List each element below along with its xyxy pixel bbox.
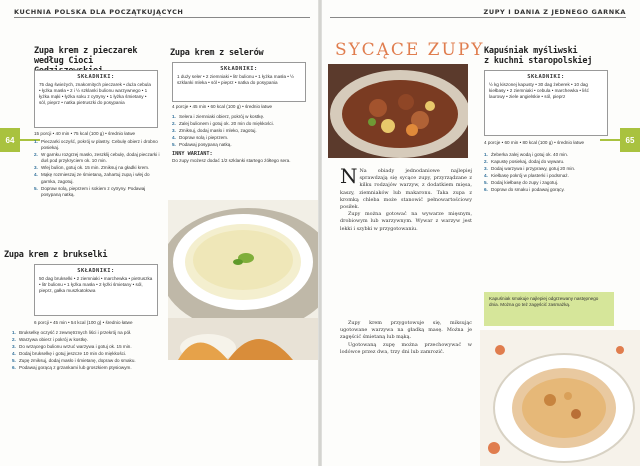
recipe2-step: 2. Warzywa obierz i pokrój w kostkę. (12, 337, 89, 343)
recipe3-variant-label: INNY WARIANT: (172, 151, 213, 158)
recipe3-step: 1. Selera i ziemniaki obierz, pokrój w kostkę. (172, 114, 265, 119)
recipe4-step: 6. Dopraw do smaku i podawaj gorący. (484, 187, 565, 193)
recipe1-steps (34, 139, 160, 199)
recipe3-step: 5. Podawaj posypaną natką. (172, 142, 232, 148)
recipe3-meta: 4 porcje • 45 min • 60 kcal (100 g) • średnio łatwe (172, 104, 273, 109)
recipe2-steps (12, 330, 162, 373)
recipe1-step: 5. Dopraw solą, pieprzem i sokiem z cytryny. Podawaj posypaną natką. (34, 185, 146, 197)
recipe3-variant-text: Do zupy możesz dodać 1/2 szklanki startego żółtego sera. (172, 157, 291, 163)
recipe1-meta: 15 porcji • 40 min • 75 kcal (100 g) • średnio łatwe (34, 131, 136, 136)
recipe1-step: 4. Mąkę rozmieszaj ze śmietaną, zahartuj zupą i wlej do garnka, zagotuj. (34, 172, 150, 184)
recipe1-ingredients-text: 75 dag świeżych, znakomitych pieczarek • duża cebula • łyżka masła • 2 i ½ szklanki bulionu warzywnego • 1 łyżka mąki • łyżka soku z cytryny • 1 łyżka śmietany • sól, pieprz • natka pietruszki do posypania (39, 82, 151, 106)
cabbage-soup-photo (480, 330, 640, 466)
recipe1-step: 1. Pieczarki oczyść, pokrój w plastry. Cebulę obierz i drobno posiekaj. (34, 139, 158, 151)
recipe4-title-line2: z kuchni staropolskiej (484, 56, 593, 66)
recipe2-step: 4. Dodaj brukselkę i gotuj jeszcze 10 min do miękkości. (12, 351, 127, 357)
recipe1-ingredients-box (34, 70, 158, 128)
running-head-left: KUCHNIA POLSKA DLA POCZĄTKUJĄCYCH (14, 8, 184, 16)
recipe4-step: 4. Kiełbasę pokrój w plasterki i podsmaż. (484, 173, 569, 179)
article-paragraph: Ugotowaną zupę można przechowywać w lodówce przez dwa, trzy dni lub zamrozić. (340, 341, 472, 355)
page-number-left: 64 (0, 128, 20, 152)
recipe2-step: 3. Do wrzącego bulionu wrzuć warzywa i gotuj ok. 15 min. (12, 344, 132, 350)
recipe4-step: 5. Dodaj kiełbasę do zupy i zagotuj. (484, 180, 559, 186)
recipe3-ingredients-text: 1 duży seler • 2 ziemniaki • litr bulionu • 1 łyżka masła • ½ szklanki mleka • sól • pieprz • natka do posypania (177, 74, 294, 86)
recipe4-steps (484, 152, 614, 195)
recipe3-step: 3. Zmiksuj, dodaj masło i mleko, zagotuj. (172, 128, 257, 134)
recipe1-step: 2. W garnku rozgrzej masło, zeszklij cebulę, dodaj pieczarki i duś pod przykryciem ok. 10 min. (34, 152, 160, 164)
recipe3-step: 2. Zalej bulionem i gotuj ok. 20 min do miękkości. (172, 121, 274, 127)
recipe4-ingredients-text: ½ kg kiszonej kapusty • 30 dag żeberek • 10 dag kiełbasy • 2 ziemniaki • cebula • marchewka • liść laurowy • ziele angielskie • sól, pieprz (489, 82, 589, 100)
recipe4-title-line1: Kapuśniak myśliwski (484, 46, 578, 56)
recipe4-ingredients-box (484, 70, 608, 136)
recipe3-title: Zupa krem z selerów (170, 48, 264, 58)
header-rule-right (330, 17, 626, 18)
recipe1-title-line1: Zupa krem z pieczarek (34, 46, 138, 56)
recipe2-ingredients-text: 50 dag brukselki • 2 ziemniaki • marchewka • pietruszka • litr bulionu • 1 łyżka masła • 2 łyżki śmietany • sól, pieprz, gałka muszkatołowa (39, 276, 153, 294)
recipe4-step: 1. Żeberka zalej wodą i gotuj ok. 40 min. (484, 152, 569, 157)
recipe3-ingredients-box (172, 62, 306, 102)
article-title: SYCĄCE ZUPY (335, 40, 485, 60)
article-paragraph: Zupy krem przygotowuje się, miksując ugotowane warzywa na gładką masę. Można je zagęścić śmietaną lub mąką. (340, 320, 472, 341)
recipe2-step: 5. Zupę zmiksuj, dodaj masło i śmietanę, dopraw do smaku. (12, 358, 136, 364)
recipe3-step: 4. Dopraw solą i pieprzem. (172, 135, 229, 141)
recipe2-step: 1. Brukselkę oczyść z zewnętrznych liści i przekrój na pół. (12, 330, 132, 335)
tip-box: Kapuśniak smakuje najlepiej odgrzewany następnego dnia. Można go też zagęścić zasmażką. (484, 292, 614, 326)
recipe1-ingredients-heading: SKŁADNIKI: (77, 74, 115, 80)
article-body-col1 (340, 164, 472, 233)
recipe4-ingredients-heading: SKŁADNIKI: (527, 74, 565, 80)
recipe4-step: 3. Dodaj warzywa i przyprawy, gotuj 20 min. (484, 166, 576, 172)
recipe1-step: 3. Wlej bulion, gotuj ok. 15 min. Zmiksuj na gładki krem. (34, 165, 150, 171)
recipe2-ingredients-box (34, 264, 158, 316)
header-rule-left (14, 17, 310, 18)
celery-soup-photo (168, 200, 318, 360)
recipe2-meta: 6 porcji • 45 min • 54 kcal (100 g) • średnio łatwe (34, 320, 133, 325)
page-number-right: 65 (620, 128, 640, 152)
recipe2-title: Zupa krem z brukselki (4, 250, 108, 260)
recipe2-ingredients-heading: SKŁADNIKI: (77, 268, 115, 274)
article-paragraph: N Na obiady jednodaniowe najlepiej sprawdzają się sycące zupy, przyrządzane z kilku rodzajów warzyw, z dodatkiem mięsa, kaszy, ziemniaków lub makaronu. Taka zupa z kromką chleba może stanowić pełnowartościowy posiłek. (340, 164, 472, 211)
recipe3-steps (172, 114, 308, 164)
recipe4-step: 2. Kapustę posiekaj, dodaj do wywaru. (484, 159, 565, 165)
recipe4-title (484, 46, 604, 66)
recipe1-title-line2: według Cioci (34, 56, 94, 66)
article-paragraph: Zupy można gotować na wywarze mięsnym, drobiowym lub warzywnym. Wywar z warzyw jest lekki i szybki w przygotowaniu. (340, 211, 472, 232)
recipe3-ingredients-heading: SKŁADNIKI: (220, 66, 258, 72)
stew-photo (328, 64, 468, 158)
article-body-col1b (340, 320, 472, 356)
book-gutter (318, 0, 322, 466)
drop-cap: N (340, 164, 358, 188)
running-head-right: ZUPY I DANIA Z JEDNEGO GARNKA (483, 8, 626, 16)
recipe2-step: 6. Podawaj gorącą z grzankami lub groszkiem ptysiowym. (12, 365, 132, 371)
recipe4-meta: 4 porcje • 60 min • 80 kcal (100 g) • średnio łatwe (484, 140, 585, 145)
